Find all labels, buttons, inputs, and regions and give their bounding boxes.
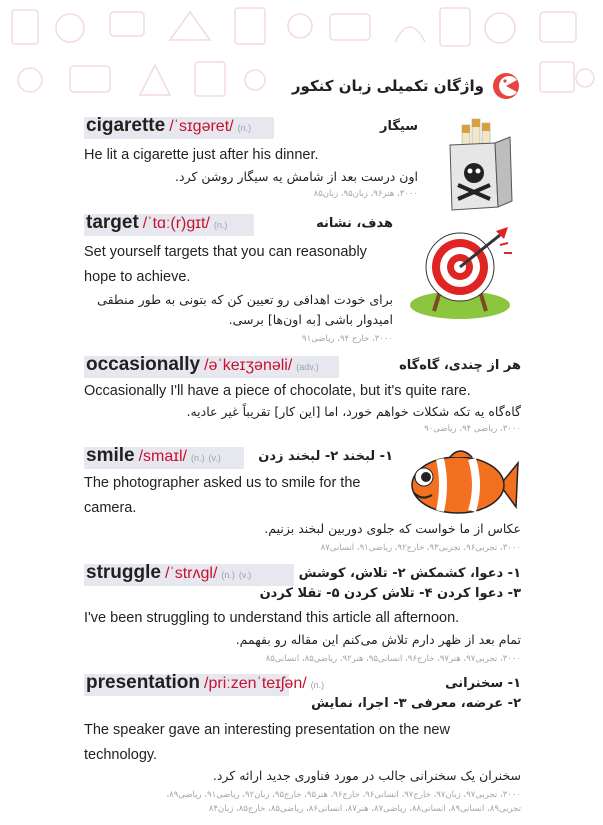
source-references: ۳۰۰۰، خارج ۹۴، ریاضی۹۱	[302, 334, 393, 344]
example-sentence: Occasionally I'll have a piece of chocolate, but it's quite rare.	[84, 383, 471, 399]
dartboard-target-icon	[400, 215, 520, 325]
example-sentence: The speaker gave an interesting presentation on the new technology.	[84, 722, 450, 763]
source-references: ۳۰۰۰، تجربی۹۶، تجربی۹۳، خارج۹۲، ریاضی۹۱، انسانی۸۷	[320, 543, 521, 553]
entry-meaning: هر از چندی، گاه‌گاه	[399, 358, 521, 373]
entry-meaning-extra: ۳- دعوا کردن ۴- تلاش کردن ۵- تقلا کردن	[259, 586, 521, 601]
pacman-icon	[492, 72, 520, 100]
entry-word: presentation /priːzenˈteɪʃən/ (n.)	[86, 672, 325, 693]
source-references: ۳۰۰۰، تجربی۹۷، هنر۹۷، خارج۹۶، انسانی۹۵، هنر۹۲، ریاضی۸۵، انسانی۸۵	[265, 654, 521, 664]
clownfish-icon	[400, 445, 520, 525]
example-sentence: I've been struggling to understand this article all afternoon.	[84, 610, 460, 626]
entry-meaning-extra: ۲- عرضه، معرفی ۳- اجرا، نمایش	[311, 696, 521, 711]
entry-meaning: ۱- دعوا، کشمکش ۲- تلاش، کوشش	[298, 566, 521, 581]
entry-meaning: سیگار	[379, 119, 418, 134]
entry-meaning: ۱- لبخند ۲- لبخند زدن	[258, 449, 393, 464]
section-title: واژگان تکمیلی زبان کنکور	[291, 77, 484, 95]
cigarette-pack-icon	[440, 115, 520, 215]
example-sentence: The photographer asked us to smile for the camera.	[84, 475, 361, 516]
section-header	[291, 72, 520, 106]
entry-word: target /ˈtɑː(r)ɡɪt/ (n.)	[86, 212, 228, 233]
example-translation: اون درست بعد از شامش یه سیگار روشن کرد.	[175, 169, 418, 184]
source-references: ۳۰۰۰، ریاضی ۹۴، ریاضی۹۰	[424, 424, 521, 434]
example-translation: عکاس از ما خواست که جلوی دوربین لبخند بزنیم.	[264, 521, 521, 536]
entry-word: occasionally /əˈkeɪʒənəli/ (adv.)	[86, 354, 319, 375]
entry-meaning: ۱- سخنرانی	[445, 676, 521, 691]
example-sentence: Set yourself targets that you can reasonably hope to achieve.	[84, 244, 367, 285]
entry-meaning: هدف، نشانه	[316, 216, 393, 231]
example-translation: تمام بعد از ظهر دارم تلاش می‌کنم این مقاله رو بفهمم.	[235, 632, 521, 647]
source-references: ۳۰۰۰، تجربی۹۷، زبان۹۷، خارج۹۷، انسانی۹۶، خارج۹۶، هنر۹۵، خارج۹۵، زبان۹۲، ریاضی۹۱، ریاضی۸۹،	[166, 790, 521, 800]
source-references: ۳۰۰۰، هنر۹۶، زبان۹۵، زبان۸۵	[313, 189, 418, 199]
example-sentence: He lit a cigarette just after his dinner.	[84, 147, 319, 163]
entry-word: cigarette /ˈsɪɡəret/ (n.)	[86, 115, 252, 136]
entry-word: struggle /ˈstrʌɡl/ (n.) (v.)	[86, 562, 252, 583]
example-translation: سخنران یک سخنرانی جالب در مورد فناوری جدید ارائه کرد.	[212, 768, 521, 783]
example-translation: گاه‌گاه یه تکه شکلات خواهم خورد، اما [این کار] تقریباً غیر عادیه.	[186, 404, 521, 419]
example-translation: برای خودت اهدافی رو تعیین کن که بتونی به طور منطقی امیدوار باشی [به اون‌ها] برسی.	[97, 292, 393, 327]
entry-word: smile /smaɪl/ (n.) (v.)	[86, 445, 221, 466]
source-references-continued: تجربی۸۹، انسانی۸۹، انسانی۸۸، ریاضی۸۷، هنر۸۷، انسانی۸۶، ریاضی۸۵، خارج۸۵، زبان۸۴	[208, 804, 521, 814]
